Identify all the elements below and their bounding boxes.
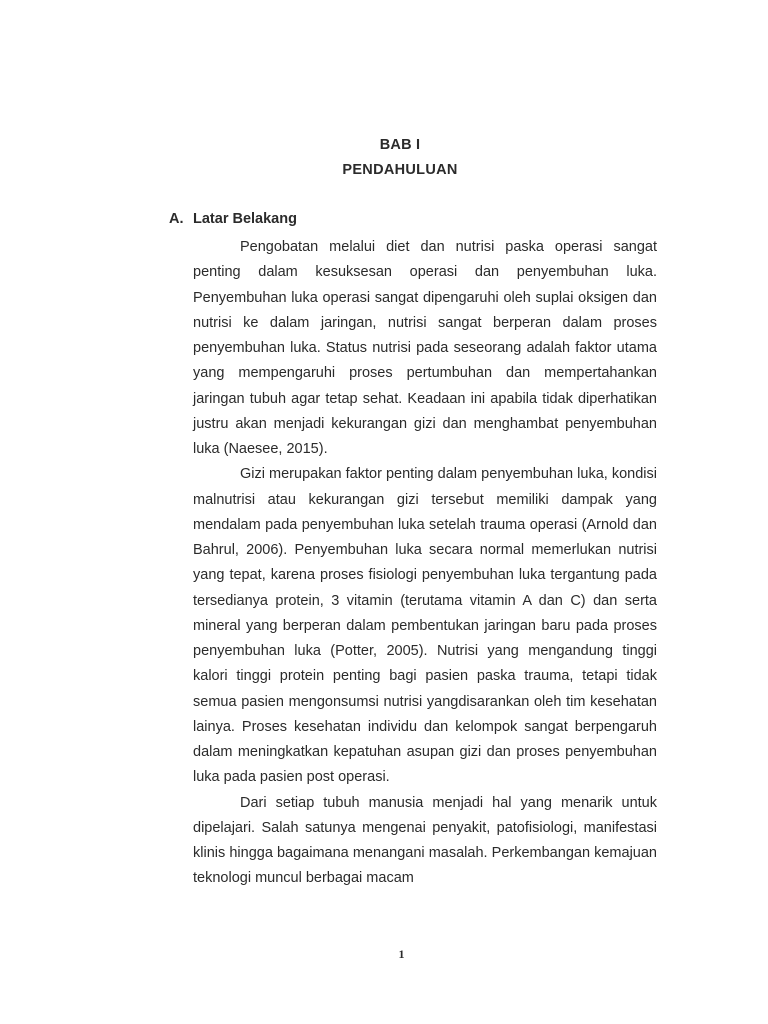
- page-number: 1: [398, 947, 405, 961]
- paragraph-2: Gizi merupakan faktor penting dalam penyembuhan luka, kondisi malnutrisi atau kekurangan gizi tersebut memiliki dampak yang mendalam pada penyembuhan luka setelah trauma operasi (Arnold dan Bahrul, 2006). Penyembuhan luka secara normal memerlukan nutrisi yang tepat, karena proses fisiologi penyembuhan luka tergantung pada tersedianya protein, 3 vitamin (terutama vitamin A dan C) dan serta mineral yang berperan dalam pembentukan jaringan baru pada proses penyembuhan luka (Potter, 2005). Nutrisi yang mengandung tinggi kalori tinggi protein penting bagi pasien paska trauma, tetapi tidak semua pasien mengonsumsi nutrisi yangdisarankan oleh tim kesehatan lainya. Proses kesehatan individu dan kelompok sangat berpengaruh dalam meningkatkan kepatuhan asupan gizi dan proses penyembuhan luka pada pasien post operasi.: [193, 466, 657, 786]
- chapter-title: PENDAHULUAN: [342, 162, 458, 178]
- paragraph-3: Dari setiap tubuh manusia menjadi hal yang menarik untuk dipelajari. Salah satunya mengenai penyakit, patofisiologi, manifestasi klinis hingga bagaimana menangani masalah. Perkembangan kemajuan teknologi muncul berbagai macam: [193, 794, 657, 887]
- paragraph-1: Pengobatan melalui diet dan nutrisi paska operasi sangat penting dalam kesuksesan operasi dan penyembuhan luka. Penyembuhan luka operasi sangat dipengaruhi oleh suplai oksigen dan nutrisi ke dalam jaringan, nutrisi sangat berperan dalam proses penyembuhan luka. Status nutrisi pada seseorang adalah faktor utama yang mempengaruhi proses pertumbuhan dan mempertahankan jaringan tubuh agar tetap sehat. Keadaan ini apabila tidak diperhatikan justru akan menjadi kekurangan gizi dan menghambat penyembuhan luka (Naesee, 2015).: [193, 239, 657, 457]
- section-heading: [169, 211, 297, 227]
- section-letter: A.: [169, 211, 184, 227]
- body-text: [193, 235, 657, 892]
- chapter-number: BAB I: [379, 137, 421, 153]
- section-title: Latar Belakang: [193, 211, 297, 227]
